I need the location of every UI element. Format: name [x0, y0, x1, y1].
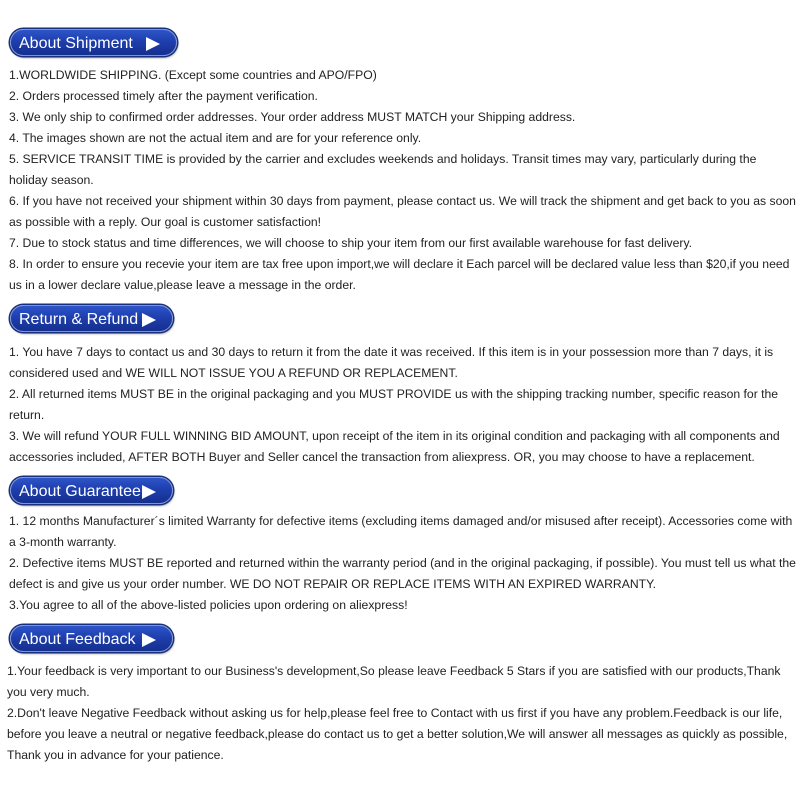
list-item: 1.Your feedback is very important to our Business's development,So please leave Feedback 5 Stars if you are satisfied with our products,Thank you very much. [7, 664, 781, 699]
list-item: 7. Due to stock status and time differences, we will choose to ship your item from our first available warehouse for fast delivery. [9, 236, 693, 250]
list-item: 5. SERVICE TRANSIT TIME is provided by the carrier and excludes weekends and holidays. Transit times may vary, particularly during the holiday season. [9, 152, 757, 187]
list-item: 2. All returned items MUST BE in the original packaging and you MUST PROVIDE us with the shipping tracking number, specific reason for the return. [9, 387, 779, 422]
list-item: 8. In order to ensure you recevie your item are tax free upon import,we will declare it Each parcel will be declared value less than $20,if you need us in a lower declare value,please leave a message in the order. [9, 257, 790, 292]
guarantee-list [9, 511, 797, 616]
list-item: 1.WORLDWIDE SHIPPING. (Except some countries and APO/FPO) [9, 68, 377, 82]
refund-heading-badge [10, 305, 173, 332]
list-item: 1. 12 months Manufacturer´s limited Warranty for defective items (excluding items damaged and/or misused after receipt). Accessories come with a 3-month warranty. [9, 514, 793, 549]
feedback-heading: About Feedback [19, 631, 136, 648]
feedback-list [7, 661, 795, 766]
guarantee-heading-badge [10, 477, 173, 504]
list-item: 6. If you have not received your shipment within 30 days from payment, please contact us. We will track the shipment and get back to you as soon as possible with a reply. Our goal is customer satisfaction! [9, 194, 796, 229]
shipment-list [9, 65, 797, 296]
list-item: 3.You agree to all of the above-listed policies upon ordering on aliexpress! [9, 598, 408, 612]
list-item: 3. We only ship to confirmed order addresses. Your order address MUST MATCH your Shipping address. [9, 110, 576, 124]
list-item: 3. We will refund YOUR FULL WINNING BID AMOUNT, upon receipt of the item in its original condition and packaging with all components and accessories included, AFTER BOTH Buyer and Seller cancel the transaction from aliexpress. OR, you may choose to have a replacement. [9, 429, 780, 464]
list-item: 2.Don't leave Negative Feedback without asking us for help,please feel free to Contact with us first if you have any problem.Feedback is our life, before you leave a neutral or negative feedback,please do contact us to get a better solution,We will answer all messages as quickly as possible, Thank you in advance for your patience. [7, 706, 788, 762]
list-item: 1. You have 7 days to contact us and 30 days to return it from the date it was received. If this item is in your possession more than 7 days, it is considered used and WE WILL NOT ISSUE YOU A REFUND OR REPLACEMENT. [9, 345, 774, 380]
refund-heading: Return & Refund [19, 311, 139, 328]
shipment-heading-badge [10, 29, 177, 56]
shipment-heading: About Shipment [19, 35, 133, 52]
play-arrow-icon [142, 633, 156, 647]
play-arrow-icon [142, 313, 156, 327]
guarantee-heading: About Guarantee [19, 483, 141, 500]
list-item: 4. The images shown are not the actual item and are for your reference only. [9, 131, 422, 145]
refund-list [9, 342, 797, 468]
play-arrow-icon [142, 485, 156, 499]
feedback-heading-badge [10, 625, 173, 652]
play-arrow-icon [146, 37, 160, 51]
list-item: 2. Orders processed timely after the payment verification. [9, 89, 318, 103]
list-item: 2. Defective items MUST BE reported and returned within the warranty period (and in the original packaging, if possible). You must tell us what the defect is and give us your order number. WE DO NOT REPAIR OR REPLACE ITEMS WITH AN EXPIRED WARRANTY. [9, 556, 796, 591]
